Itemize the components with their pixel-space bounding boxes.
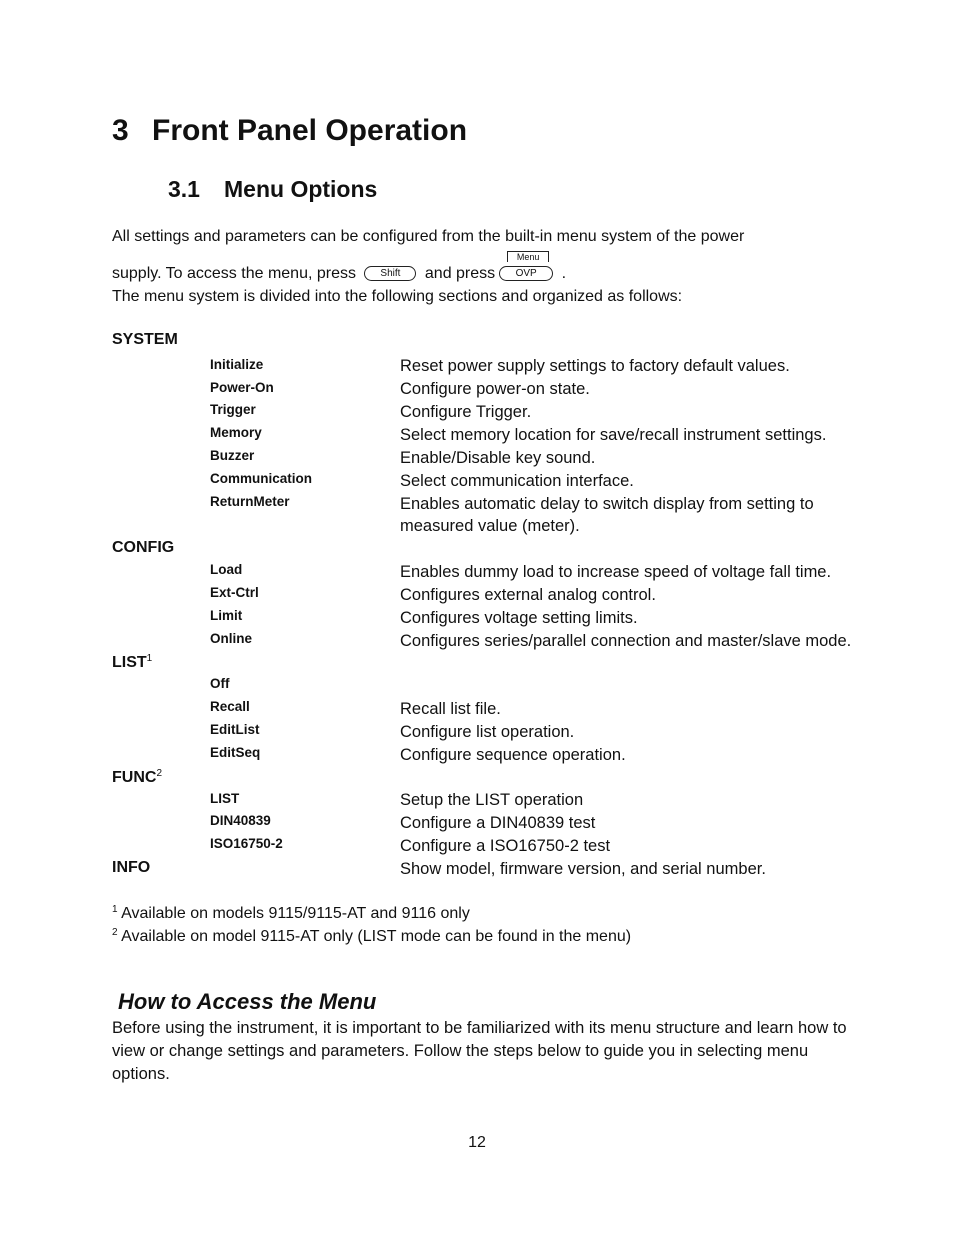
menu-item-desc: Show model, firmware version, and serial number. — [400, 860, 766, 878]
menu-item-desc: Enables automatic delay to switch display from setting to measured value (meter). — [400, 495, 814, 535]
menu-item-desc: Enables dummy load to increase speed of voltage fall time. — [400, 563, 832, 581]
menu-item-name: Off — [210, 676, 230, 691]
section-number: 3.1 — [168, 176, 200, 202]
menu-item-name: Load — [210, 562, 243, 577]
access-paragraph: Before using the instrument, it is important to be familiarized with its menu structure and learn how to view or change settings and parameters. Follow the steps below to guide you in selecting menu options. — [112, 1019, 847, 1083]
menu-item-name: Power-On — [210, 380, 274, 395]
menu-section-func — [112, 768, 162, 787]
menu-section-system: SYSTEM — [112, 331, 178, 348]
menu-item-name: ISO16750-2 — [210, 836, 283, 851]
footnote-text: Available on model 9115-AT only (LIST mode can be found in the menu) — [121, 928, 632, 945]
ovp-key-label: OVP — [515, 268, 537, 279]
ovp-key-icon — [499, 252, 553, 281]
menu-item-name: Ext-Ctrl — [210, 585, 259, 600]
menu-item-name: ReturnMeter — [210, 494, 290, 509]
menu-item-desc: Configures voltage setting limits. — [400, 609, 638, 627]
intro-line-2 — [112, 252, 567, 283]
menu-section-info: INFO — [112, 859, 151, 876]
menu-item-name: DIN40839 — [210, 813, 271, 828]
footnote-1 — [112, 904, 470, 923]
menu-item-desc: Enable/Disable key sound. — [400, 449, 596, 467]
shift-key-label: Shift — [380, 268, 401, 279]
menu-key-top-label: Menu — [507, 251, 549, 262]
access-heading: How to Access the Menu — [118, 989, 377, 1014]
intro-text-end: . — [561, 265, 567, 282]
menu-item-desc: Configure a DIN40839 test — [400, 814, 596, 832]
chapter-number: 3 — [112, 114, 129, 147]
menu-item-desc: Configure a ISO16750-2 test — [400, 837, 611, 855]
menu-item-name: Limit — [210, 608, 243, 623]
menu-item-name: LIST — [210, 791, 240, 806]
menu-item-desc: Select communication interface. — [400, 472, 634, 490]
menu-item-desc: Configure sequence operation. — [400, 746, 626, 764]
intro-line-1: All settings and parameters can be configured from the built-in menu system of the power — [112, 228, 745, 245]
chapter-heading — [112, 114, 467, 148]
footnote-ref: 2 — [156, 768, 162, 779]
menu-item-name: EditSeq — [210, 745, 261, 760]
menu-item-name: Buzzer — [210, 448, 255, 463]
menu-item-desc: Configures external analog control. — [400, 586, 656, 604]
shift-key-icon — [364, 266, 416, 281]
footnote-text: Available on models 9115/9115-AT and 9116 only — [121, 905, 470, 922]
menu-item-desc: Reset power supply settings to factory default values. — [400, 357, 790, 375]
menu-item-name: Memory — [210, 425, 262, 440]
intro-text-before: supply. To access the menu, press — [112, 265, 356, 282]
menu-item-desc: Recall list file. — [400, 700, 501, 718]
chapter-title: Front Panel Operation — [152, 114, 468, 147]
footnote-mark: 2 — [112, 927, 118, 938]
menu-item-desc: Configures series/parallel connection and master/slave mode. — [400, 632, 852, 650]
menu-section-list — [112, 653, 152, 672]
footnote-mark: 1 — [112, 904, 118, 915]
intro-line-3: The menu system is divided into the following sections and organized as follows: — [112, 288, 683, 305]
menu-item-desc: Configure Trigger. — [400, 403, 532, 421]
menu-section-config: CONFIG — [112, 539, 175, 556]
menu-item-desc: Setup the LIST operation — [400, 791, 584, 809]
section-heading — [168, 176, 377, 203]
intro-text-middle: and press — [424, 265, 496, 282]
footnote-ref: 1 — [146, 653, 153, 664]
menu-item-name: Trigger — [210, 402, 256, 417]
menu-item-name: Online — [210, 631, 253, 646]
menu-item-name: EditList — [210, 722, 260, 737]
section-title: Menu Options — [224, 176, 378, 202]
menu-item-name: Communication — [210, 471, 313, 486]
menu-item-name: Initialize — [210, 357, 264, 372]
menu-item-desc: Select memory location for save/recall instrument settings. — [400, 426, 827, 444]
page-number: 12 — [468, 1134, 486, 1151]
menu-section-func-label: FUNC — [112, 769, 157, 786]
menu-item-desc: Configure power-on state. — [400, 380, 590, 398]
menu-section-list-label: LIST — [112, 654, 147, 671]
footnote-2 — [112, 927, 631, 946]
menu-item-name: Recall — [210, 699, 250, 714]
menu-item-desc: Configure list operation. — [400, 723, 575, 741]
